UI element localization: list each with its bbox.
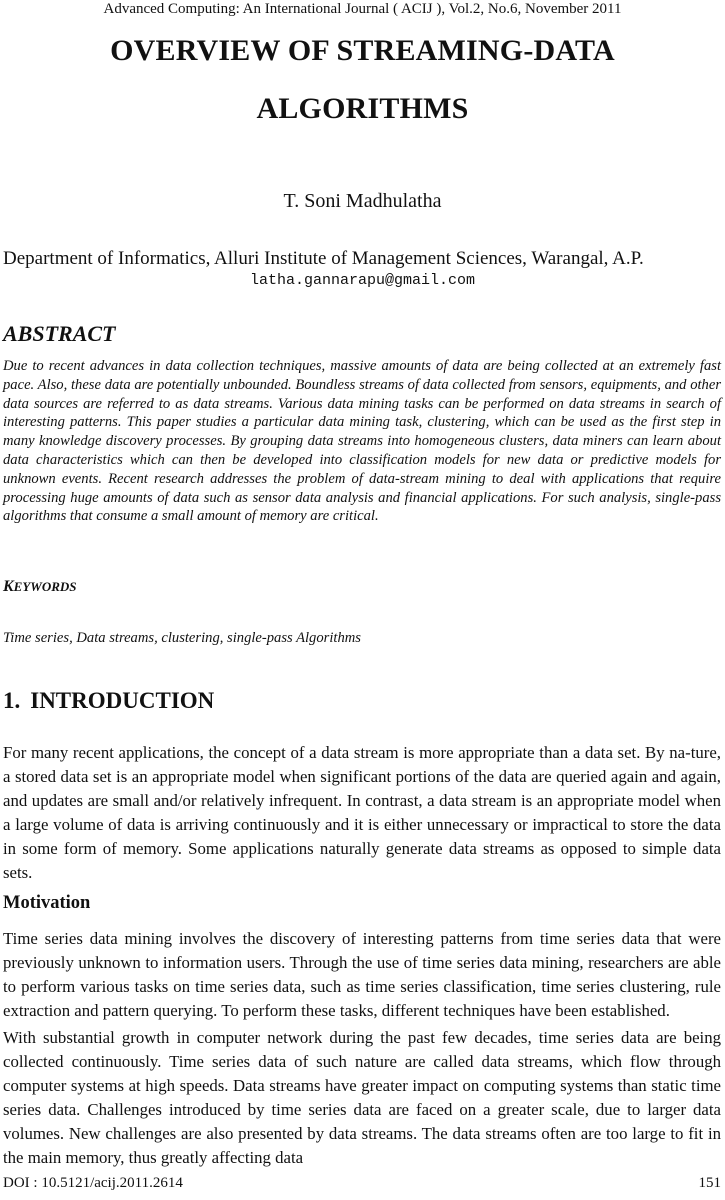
abstract-text: Due to recent advances in data collection techniques, massive amounts of data are being collected at an extremely fast pace. Also, these data are potentially unbounded. Boundless streams of data collected from sensors, equipments, and other data sources are referred to as data streams. Various data mining tasks can be performed on data streams in search of interesting patterns. This paper studies a particular data mining task, clustering, which can be used as the first step in many knowledge discovery processes. By grouping data streams into homogeneous clusters, data miners can learn about data characteristics which can then be developed into classification models for new data or predictive models for unknown events. Recent research addresses the problem of data-stream mining to deal with applications that require processing huge amounts of data such as sensor data analysis and financial applications. For such analysis, single-pass algorithms that consume a small amount of memory are critical. bbox=[3, 358, 721, 525]
abstract-heading: ABSTRACT bbox=[3, 321, 116, 346]
section-heading-introduction bbox=[3, 688, 214, 714]
author-affiliation: Department of Informatics, Alluri Institute of Management Sciences, Warangal, A.P. bbox=[3, 248, 644, 269]
keywords-heading bbox=[3, 578, 77, 596]
paper-title-line-2: ALGORITHMS bbox=[256, 92, 469, 125]
section-title: INTRODUCTION bbox=[30, 688, 215, 713]
keywords-heading-initial: K bbox=[3, 578, 14, 595]
footer-doi: DOI : 10.5121/acij.2011.2614 bbox=[3, 1175, 183, 1191]
motivation-paragraph-1: Time series data mining involves the discovery of interesting patterns from time series data that were previously unknown to information users. Through the use of time series data mining, researchers are able to perform various tasks on time series data, such as time series classification, time series clustering, rule extraction and pattern querying. To perform these tasks, different techniques have been established. bbox=[3, 929, 721, 1020]
motivation-heading: Motivation bbox=[3, 893, 91, 913]
keywords-heading-rest: EYWORDS bbox=[13, 579, 77, 594]
author-name: T. Soni Madhulatha bbox=[283, 190, 442, 212]
author-email: latha.gannarapu@gmail.com bbox=[249, 272, 476, 289]
keywords-text: Time series, Data streams, clustering, single-pass Algorithms bbox=[3, 630, 361, 646]
running-header: Advanced Computing: An International Journal ( ACIJ ), Vol.2, No.6, November 2011 bbox=[103, 1, 622, 17]
paper-title-line-1: OVERVIEW OF STREAMING-DATA bbox=[110, 34, 615, 67]
section-number: 1. bbox=[3, 688, 21, 713]
motivation-paragraph-2: With substantial growth in computer network during the past few decades, time series data are being collected continuously. Time series data of such nature are called data streams, which flow through computer systems at high speeds. Data streams have greater impact on computing systems than static time series data. Challenges introduced by time series data are faced on a greater scale, due to larger data volumes. New challenges are also presented by data streams. The data streams often are too large to fit in the main memory, thus greatly affecting data bbox=[3, 1028, 721, 1167]
footer-page-number: 151 bbox=[698, 1175, 721, 1191]
introduction-paragraph: For many recent applications, the concept of a data stream is more appropriate than a data set. By na-ture, a stored data set is an appropriate model when significant portions of the data are queried again and again, and updates are small and/or relatively infrequent. In contrast, a data stream is an appropriate model when a large volume of data is arriving continuously and it is either unnecessary or impractical to store the data in some form of memory. Some applications naturally generate data streams as opposed to simple data sets. bbox=[3, 743, 721, 882]
